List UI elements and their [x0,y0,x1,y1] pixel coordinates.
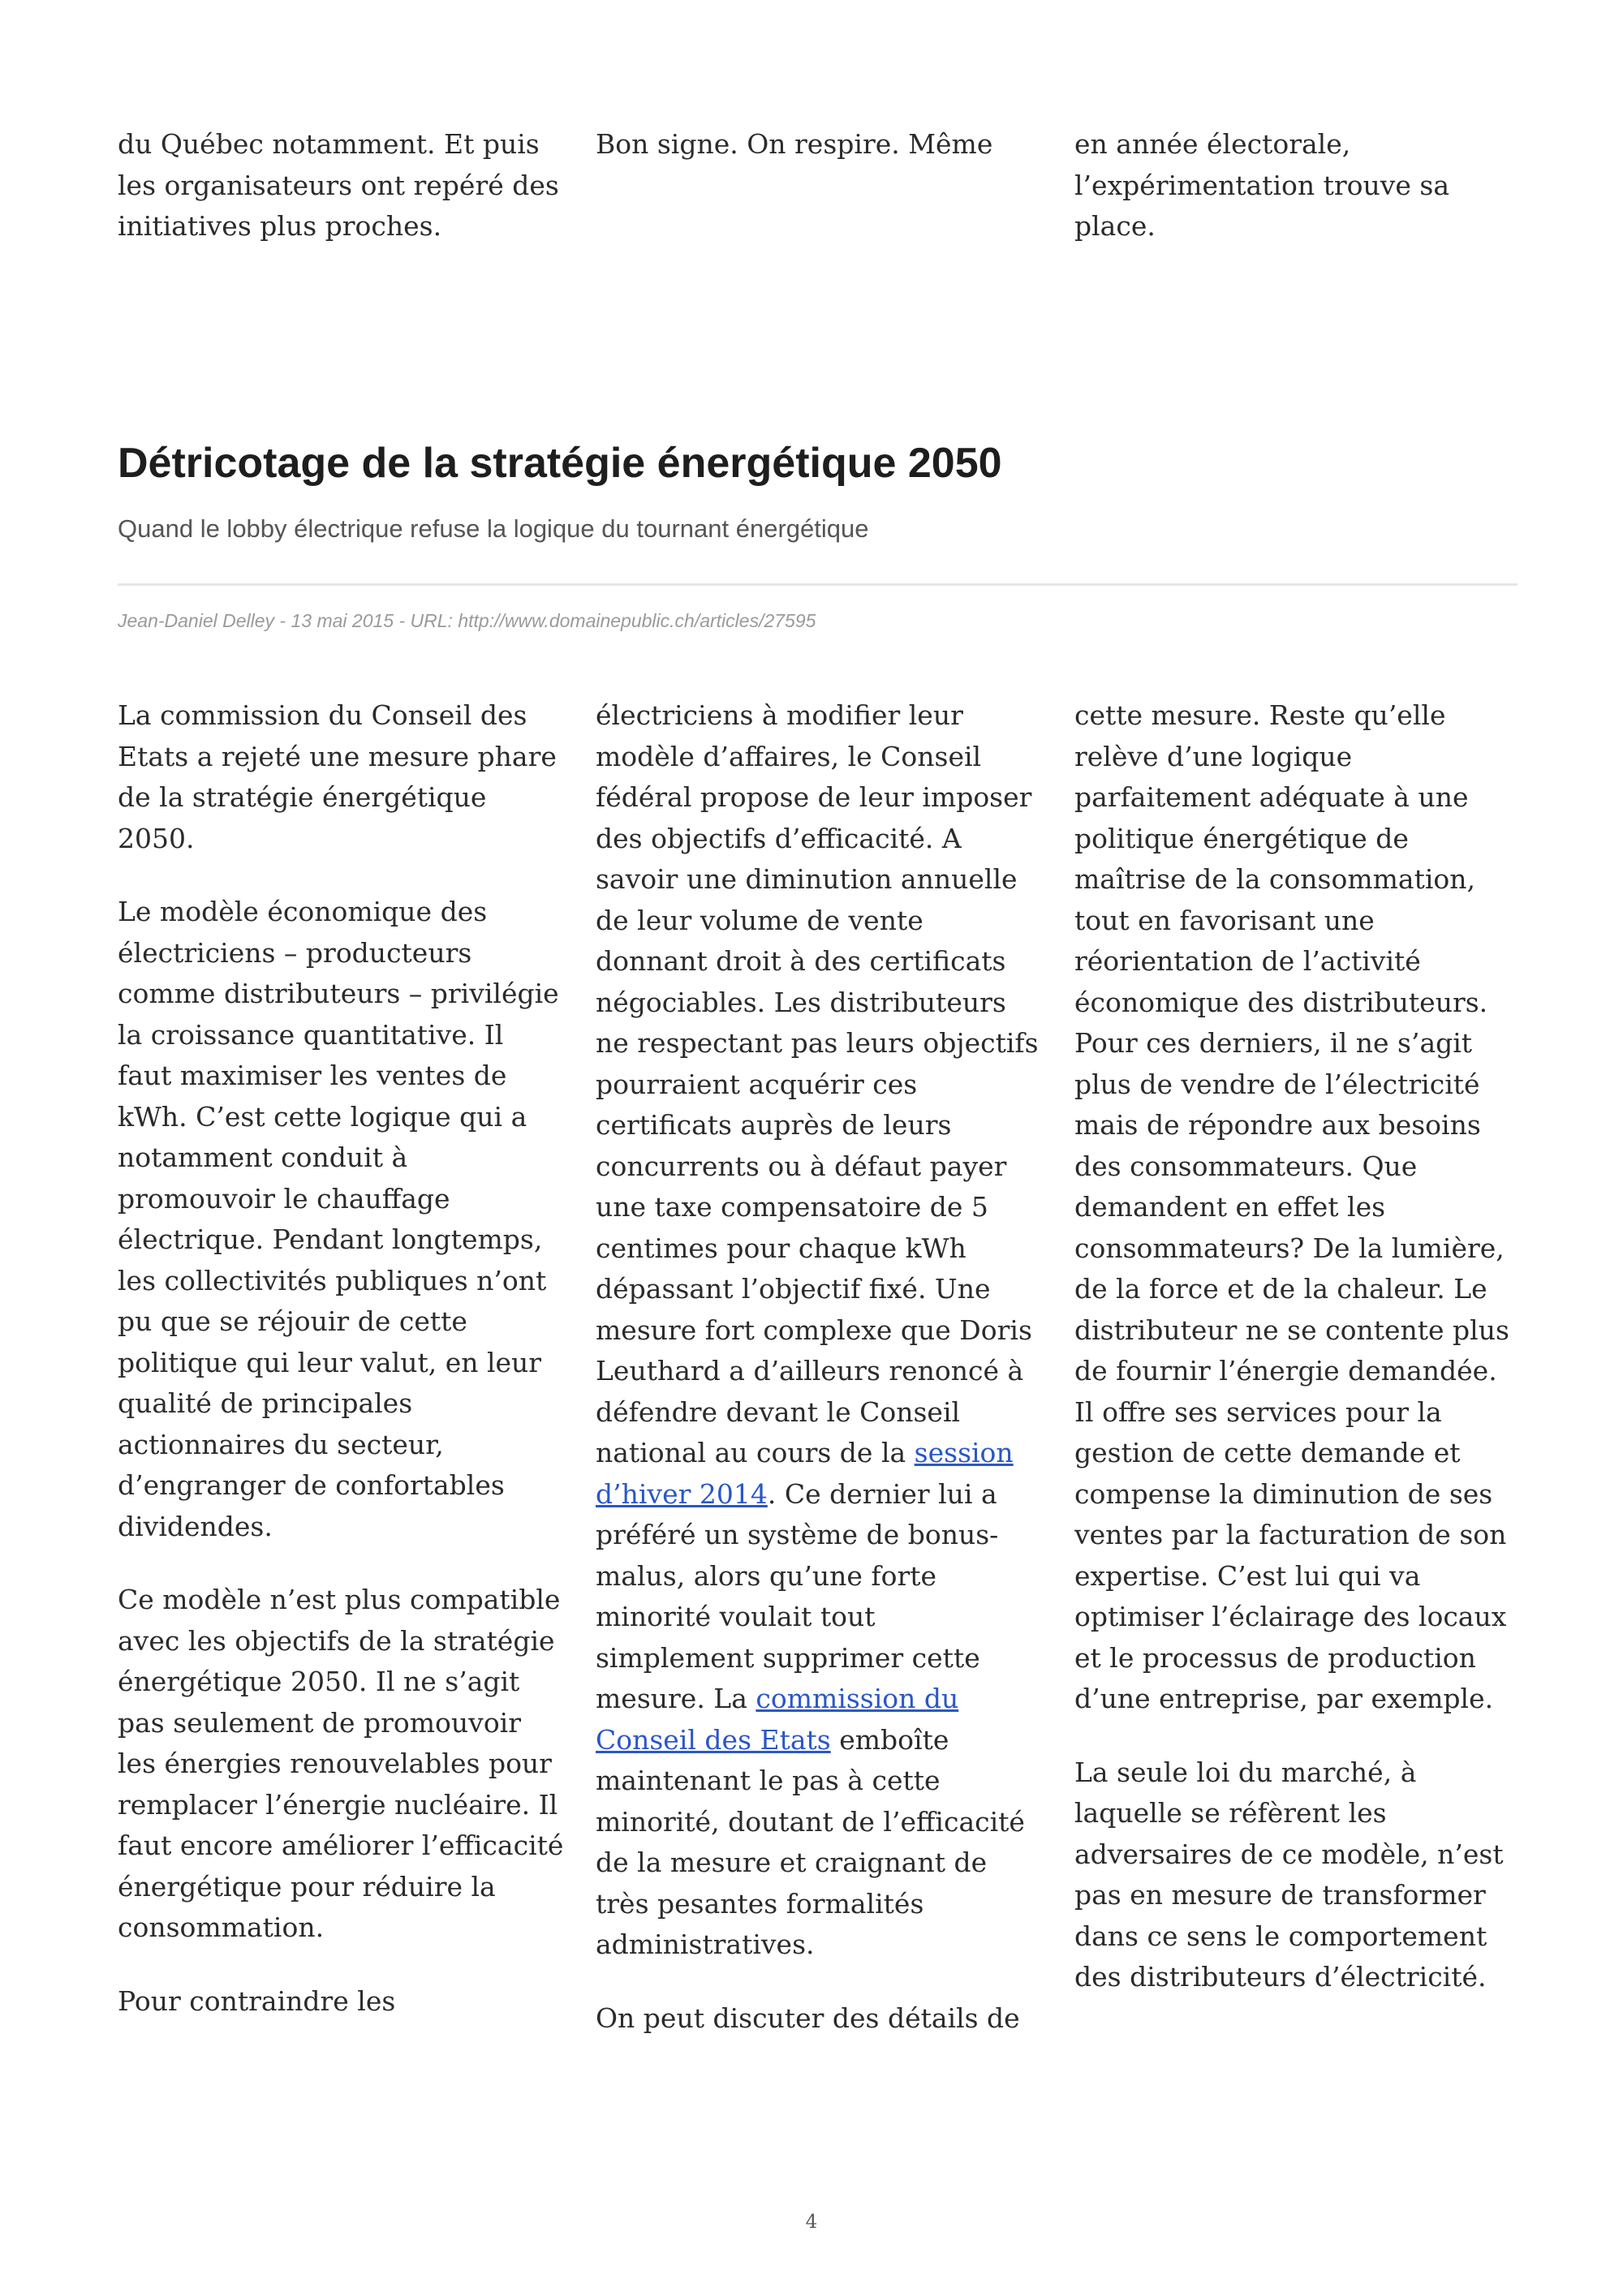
article-title: Détricotage de la stratégie énergétique 2050 [118,440,1002,487]
previous-article-column-1 [118,124,564,280]
previous-article-column-2 [596,124,1042,198]
paragraph-text: électriciens à modifier leur modèle d’affaires, le Conseil fédéral propose de leur imposer des objectifs d’efficacité. A savoir une diminution annuelle de leur volume de vente donnant droit à des certificats négociables. Les distributeurs ne respectant pas leurs objectifs pourraient acquérir ces certificats auprès de leurs concurrents ou à défaut payer une taxe compensatoire de 5 centimes pour chaque kWh dépassant l’objectif fixé. Une mesure fort complexe que Doris Leuthard a d’ailleurs renoncé à défendre devant le Conseil national au cours de la [596,699,1039,1468]
article-date: 13 mai 2015 [291,610,394,631]
paragraph-with-links [596,695,1042,1966]
paragraph-text: emboîte maintenant le pas à cette minorité, doutant de l’efficacité de la mesure et craignant de très pesantes formalités administratives. [596,1723,1025,1960]
meta-separator: - [274,610,291,631]
article-column-1 [118,695,564,2054]
previous-article-text: Bon signe. On respire. Même [596,128,993,160]
previous-article-column-3 [1074,124,1521,280]
previous-article-text: en année électorale, l’expérimentation trouve sa place. [1074,128,1450,242]
article-subtitle: Quand le lobby électrique refuse la logique du tournant énergétique [118,514,869,543]
commission-conseil-etats-link[interactable]: commission du Conseil des Etats [596,1683,959,1756]
paragraph-text: . Ce dernier lui a préféré un système de bonus-malus, alors qu’une forte minorité voulait tout simplement supprimer cette mesure. La [596,1477,999,1714]
article-meta [118,608,816,633]
paragraph: La commission du Conseil des Etats a rejeté une mesure phare de la stratégie énergétique 2050. [118,699,557,854]
paragraph: Le modèle économique des électriciens – producteurs comme distributeurs – privilégie la croissance quantitative. Il faut maximiser les ventes de kWh. C’est cette logique qui a notamment conduit à promouvoir le chauffage électrique. Pendant longtemps, les collectivités publiques n’ont pu que se réjouir de cette politique qui leur valut, en leur qualité de principales actionnaires du secteur, d’engranger de confortables dividendes. [118,896,559,1542]
page-number: 4 [805,2212,818,2233]
paragraph: cette mesure. Reste qu’elle relève d’une logique parfaitement adéquate à une politique énergétique de maîtrise de la consommation, tout en favorisant une réorientation de l’activité économique des distributeurs. Pour ces derniers, il ne s’agit plus de vendre de l’électricité mais de répondre aux besoins des consommateurs. Que demandent en effet les consommateurs? De la lumière, de la force et de la chaleur. Le distributeur ne se contente plus de fournir l’énergie demandée. Il offre ses services pour la gestion de cette demande et compense la diminution de ses ventes par la facturation de son expertise. C’est lui qui va optimiser l’éclairage des locaux et le processus de production d’une entreprise, par exemple. [1074,699,1509,1714]
session-hiver-2014-link[interactable]: session d’hiver 2014 [596,1437,1014,1510]
article-url: URL: http://www.domainepublic.ch/articles/27595 [410,610,816,631]
article-column-2 [596,695,1042,2071]
meta-separator: - [394,610,411,631]
paragraph: On peut discuter des détails de [596,2001,1020,2034]
article-column-3 [1074,695,1521,2031]
previous-article-text: du Québec notamment. Et puis les organisateurs ont repéré des initiatives plus proches. [118,128,559,242]
header-divider [118,583,1518,586]
article-author: Jean-Daniel Delley [118,610,275,631]
paragraph: La seule loi du marché, à laquelle se réfèrent les adversaires de ce modèle, n’est pas en mesure de transformer dans ce sens le comportement des distributeurs d’électricité. [1074,1756,1504,1993]
paragraph: Ce modèle n’est plus compatible avec les objectifs de la stratégie énergétique 2050. Il ne s’agit pas seulement de promouvoir les énergies renouvelables pour remplacer l’énergie nucléaire. Il faut encore améliorer l’efficacité énergétique pour réduire la consommation. [118,1584,564,1943]
paragraph: Pour contraindre les [118,1984,396,2017]
